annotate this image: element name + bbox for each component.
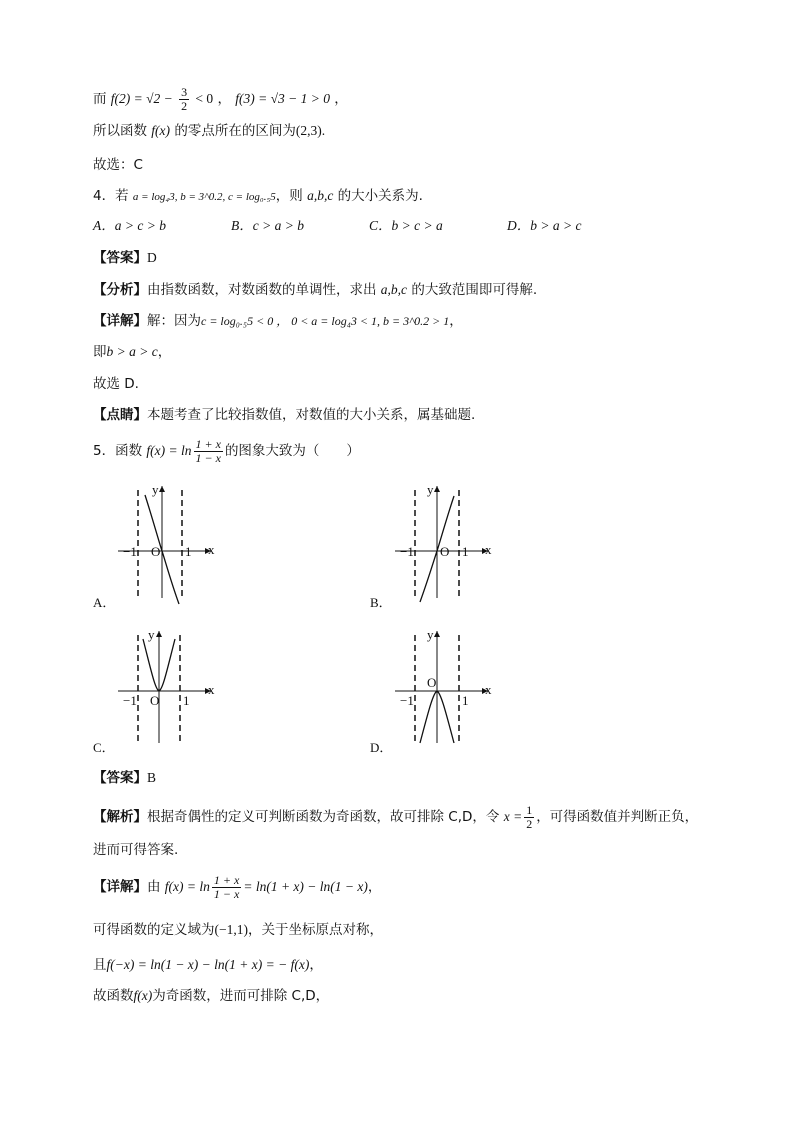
period: . (321, 123, 326, 138)
text: 而 (93, 91, 107, 107)
answer-5 (93, 768, 156, 788)
frac-num: 3 (181, 85, 188, 99)
question-number: 5．函数 (93, 443, 143, 459)
analysis-5 (93, 804, 698, 831)
line-conclude: 进而可得答案. (93, 842, 179, 858)
analysis-tail: ，可得函数值并判断正负， (536, 809, 699, 825)
answer-text: B (147, 770, 157, 785)
fraction-half (524, 804, 534, 831)
comma: ， (334, 91, 348, 107)
graph-c-svg (93, 625, 223, 755)
math-domain: (−1,1) (214, 922, 248, 937)
option-a: A．a > c > b (93, 218, 166, 233)
math-fx: f(x) (151, 123, 171, 138)
math-fx: f(x) = ln (146, 443, 192, 458)
text: 且 (93, 957, 107, 973)
math-vars: a,b,c (380, 282, 408, 297)
origin-label: O (440, 544, 450, 559)
text: 的零点所在的区间为 (174, 123, 296, 139)
detail-tag: 【详解】 (93, 879, 147, 895)
comma: ， (157, 344, 172, 360)
math-detail: c = log₀.₅5 < 0 ， 0 < a = log₄3 < 1, b = 3^0.2 > 1 (201, 314, 450, 328)
option-b: B．c > a > b (231, 218, 304, 233)
analysis-text: 根据奇偶性的定义可判断函数为奇函数，故可排除 C,D，令 (147, 809, 500, 825)
neg-one-label: −1 (400, 544, 414, 559)
y-label: y (152, 482, 159, 497)
text: 即 (93, 344, 107, 360)
graph-c (93, 625, 223, 755)
comment-text: 本题考查了比较指数值，对数值的大小关系，属基础题. (147, 407, 476, 423)
origin-label: O (150, 693, 160, 708)
question-4 (93, 186, 423, 207)
option-d: D．b > a > c (507, 218, 582, 233)
math-interval: (2,3) (295, 123, 322, 138)
line-order (93, 342, 171, 362)
detail-text: 解：因为 (147, 313, 201, 329)
fraction (194, 438, 223, 465)
graph-b-svg (370, 480, 500, 610)
math-abc-def: a = log₄3, b = 3^0.2, c = log₀.₅5 (132, 191, 276, 203)
text: ，关于坐标原点对称， (247, 922, 383, 938)
frac-num: 1 + x (213, 873, 240, 887)
question-4-options (93, 216, 645, 236)
text: 的大小关系为. (337, 188, 423, 204)
text: ，则 (275, 188, 303, 204)
line-choice-d: 故选 D. (93, 376, 139, 392)
option-b-label: B． (370, 595, 392, 610)
detail-4 (93, 311, 463, 331)
x-label: x (208, 682, 215, 697)
y-label: y (427, 482, 434, 497)
y-label: y (427, 627, 434, 642)
graph-b (370, 480, 500, 610)
option-c-label: C． (93, 740, 115, 755)
text: 故函数 (93, 988, 134, 1004)
answer-tag: 【答案】 (93, 770, 147, 786)
math-expand: = ln(1 + x) − ln(1 − x) (243, 879, 368, 894)
comma: ， (309, 957, 323, 973)
fraction (212, 874, 241, 901)
analysis-tag: 【解析】 (93, 809, 147, 825)
question-5 (93, 438, 360, 465)
text: 为奇函数，进而可排除 C,D， (152, 988, 330, 1004)
neg-one-label: −1 (123, 544, 137, 559)
answer-4 (93, 248, 157, 268)
line-domain (93, 920, 383, 940)
frac-num: 1 (526, 803, 533, 817)
comma: ， (449, 313, 463, 329)
fraction-3-2 (179, 86, 189, 113)
x-label: x (208, 542, 215, 557)
text: 的图象大致为（ ） (224, 443, 360, 459)
math-fx: f(x) = ln (164, 879, 210, 894)
frac-den: 1 − x (213, 887, 240, 901)
origin-label: O (427, 675, 437, 690)
graph-d (370, 625, 500, 755)
one-label: 1 (462, 693, 469, 708)
line-choice-c: 故选：C (93, 157, 143, 173)
frac-num: 1 + x (195, 437, 221, 451)
graph-a (93, 480, 223, 610)
math-odd: f(−x) = ln(1 − x) − ln(1 + x) = − f(x) (106, 957, 310, 972)
one-label: 1 (183, 693, 190, 708)
answer-tag: 【答案】 (93, 250, 147, 266)
neg-one-label: −1 (400, 693, 414, 708)
frac-den: 2 (526, 817, 533, 831)
option-d-label: D． (370, 740, 393, 755)
one-label: 1 (462, 544, 469, 559)
answer-text: D (147, 250, 157, 265)
math-f2: f(2) = √2 − (110, 91, 173, 106)
text: 所以函数 (93, 123, 147, 139)
option-a-label: A． (93, 595, 116, 610)
analysis-text: 由指数函数，对数函数的单调性，求出 (147, 282, 377, 298)
comment-tag: 【点睛】 (93, 407, 147, 423)
x-label: x (485, 682, 492, 697)
line-f2-f3 (93, 86, 348, 113)
analysis-tail: 的大致范围即可得解. (411, 282, 538, 298)
detail-text: 由 (147, 879, 161, 895)
math-x: x = (503, 809, 523, 824)
frac-den: 2 (181, 99, 188, 113)
x-label: x (485, 542, 492, 557)
one-label: 1 (185, 544, 192, 559)
option-c: C．b > c > a (369, 218, 443, 233)
line-odd-conclude (93, 986, 329, 1006)
math-f3: f(3) = √3 − 1 > 0 (235, 91, 330, 106)
detail-5 (93, 874, 381, 901)
detail-tag: 【详解】 (93, 313, 147, 329)
comma: ， (217, 91, 231, 107)
analysis-tag: 【分析】 (93, 282, 147, 298)
math-vars: a,b,c (307, 188, 334, 203)
question-number: 4．若 (93, 188, 129, 204)
line-zero-interval (93, 121, 325, 141)
frac-den: 1 − x (195, 451, 221, 465)
comment-4 (93, 405, 475, 425)
analysis-4 (93, 280, 537, 300)
math-fx: f(x) (133, 988, 153, 1003)
math-order: b > a > c (106, 344, 158, 359)
comma: ， (367, 879, 382, 895)
math-lt0: < 0 (195, 91, 214, 106)
line-odd-proof (93, 955, 323, 975)
origin-label: O (151, 544, 161, 559)
y-label: y (148, 627, 155, 642)
text: 可得函数的定义域为 (93, 922, 215, 938)
neg-one-label: −1 (123, 693, 137, 708)
